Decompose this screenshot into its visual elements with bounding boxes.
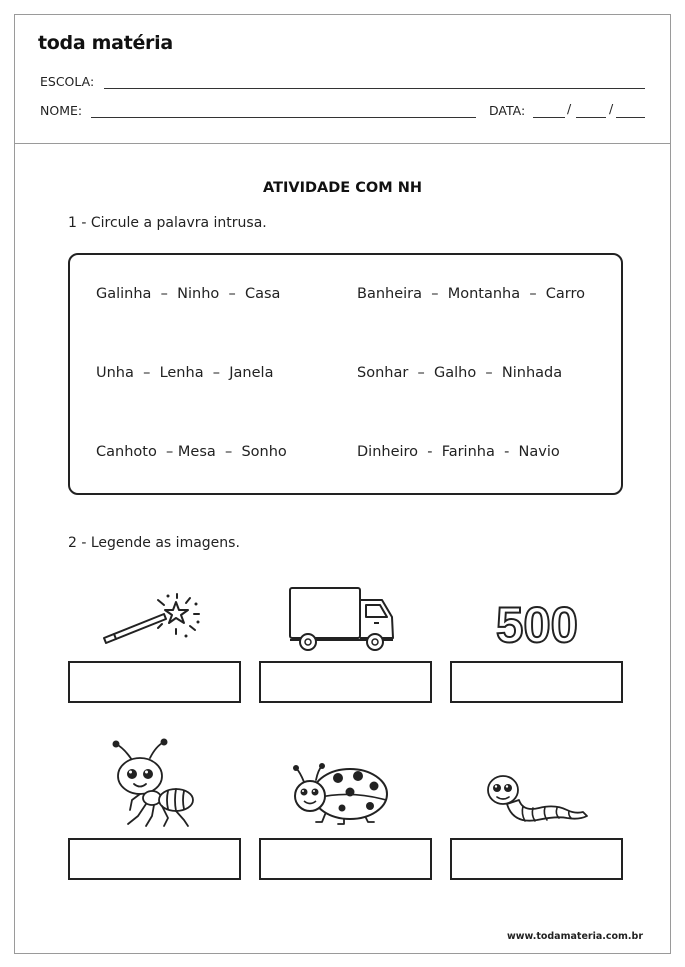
- ladybug-icon: [292, 760, 392, 826]
- word-group[interactable]: Banheira – Montanha – Carro: [357, 286, 586, 302]
- date-slash: /: [567, 101, 572, 116]
- truck-icon: [286, 585, 398, 653]
- name-field[interactable]: [91, 117, 476, 118]
- word-group[interactable]: Canhoto – Mesa – Sonho: [96, 444, 287, 460]
- caption-input-box[interactable]: [68, 838, 241, 880]
- logo: toda matéria: [38, 32, 173, 54]
- word-group[interactable]: Dinheiro - Farinha - Navio: [357, 444, 560, 460]
- number-500-text: 500: [496, 598, 578, 648]
- number-500-icon: [494, 598, 580, 648]
- word-group[interactable]: Galinha – Ninho – Casa: [96, 286, 281, 302]
- caption-input-box[interactable]: [68, 661, 241, 703]
- name-label: NOME:: [40, 103, 83, 118]
- worm-icon: [483, 770, 589, 828]
- caption-input-box[interactable]: [259, 838, 432, 880]
- school-field[interactable]: [104, 88, 645, 89]
- page-title: ATIVIDADE COM NH: [263, 180, 422, 196]
- word-group[interactable]: Sonhar – Galho – Ninhada: [357, 365, 563, 381]
- caption-input-box[interactable]: [450, 838, 623, 880]
- word-group[interactable]: Unha – Lenha – Janela: [96, 365, 274, 381]
- caption-input-box[interactable]: [259, 661, 432, 703]
- date-month-field[interactable]: [576, 117, 606, 118]
- caption-input-box[interactable]: [450, 661, 623, 703]
- date-year-field[interactable]: [616, 117, 645, 118]
- ant-icon: [110, 738, 200, 828]
- date-day-field[interactable]: [533, 117, 565, 118]
- date-slash: /: [609, 101, 614, 116]
- question-1: 1 - Circule a palavra intrusa.: [68, 215, 267, 231]
- magic-wand-icon: [100, 592, 202, 644]
- date-label: DATA:: [489, 103, 526, 118]
- footer-url: www.todamateria.com.br: [506, 931, 643, 942]
- question-2: 2 - Legende as imagens.: [68, 535, 240, 551]
- school-label: ESCOLA:: [40, 74, 95, 89]
- header-divider: [14, 143, 671, 144]
